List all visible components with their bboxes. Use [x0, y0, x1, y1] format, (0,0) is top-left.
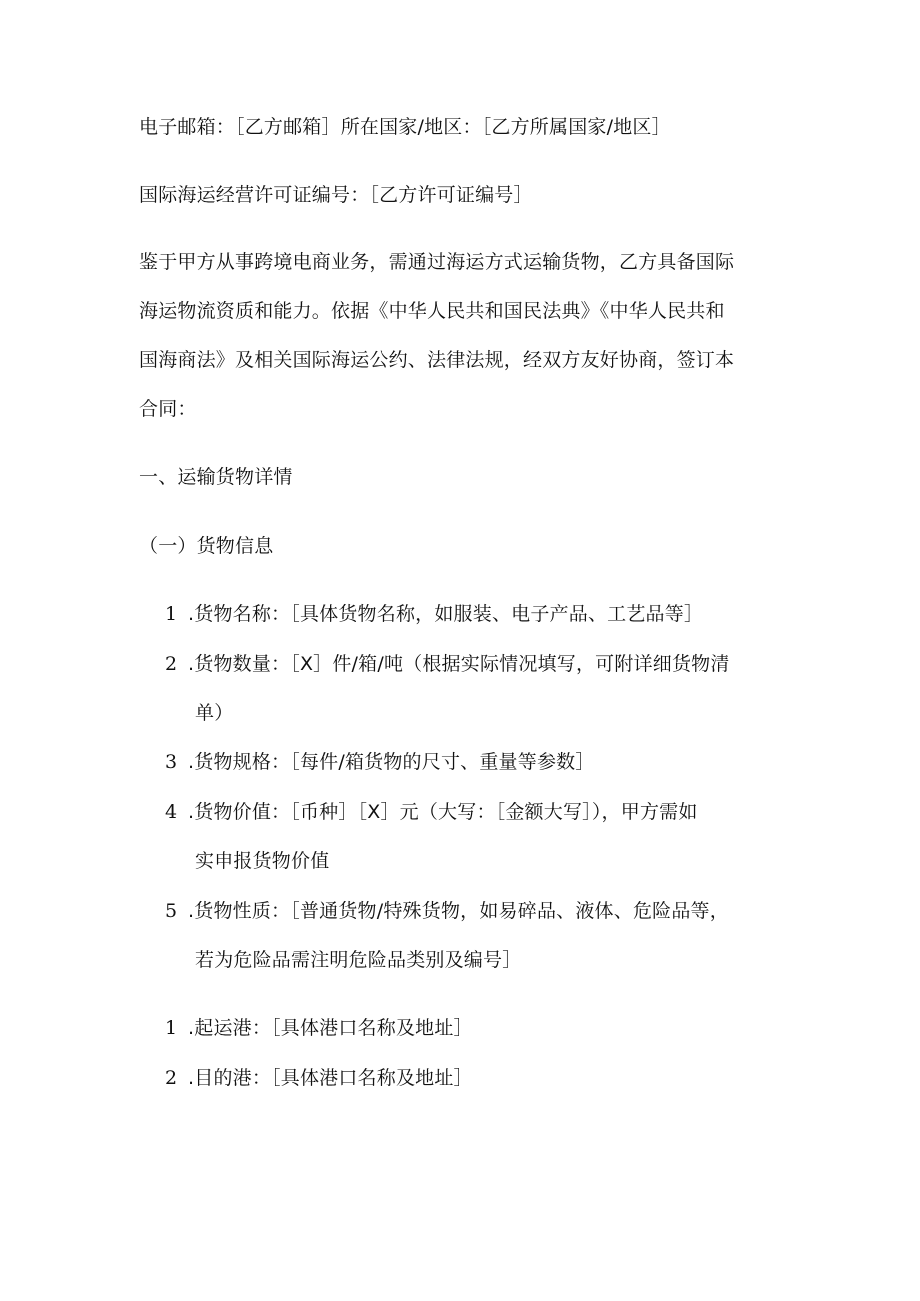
item-text: .货物名称：［具体货物名称，如服装、电子产品、工艺品等］	[188, 603, 704, 625]
license-number-line: 国际海运经营许可证编号：［乙方许可证编号］	[139, 184, 533, 206]
item-number: 4	[165, 801, 178, 823]
item-text-continued: 实申报货物价值	[195, 850, 330, 872]
item-text-continued: 单）	[195, 702, 234, 724]
preamble-line: 鉴于甲方从事跨境电商业务，需通过海运方式运输货物，乙方具备国际	[139, 251, 735, 273]
item-number: 1	[165, 1017, 178, 1039]
item-text: .货物规格：［每件/箱货物的尺寸、重量等参数］	[188, 751, 595, 773]
preamble-line: 国海商法》及相关国际海运公约、法律法规，经双方友好协商，签订本	[139, 349, 735, 371]
item-number: 2	[165, 1067, 178, 1089]
item-text: .货物价值：［币种］［X］元（大写：［金额大写］），甲方需如	[188, 801, 698, 823]
item-number: 2	[165, 653, 178, 675]
preamble-line: 海运物流资质和能力。依据《中华人民共和国民法典》《中华人民共和	[139, 300, 725, 322]
item-text: .货物数量：［X］件/箱/吨（根据实际情况填写，可附详细货物清	[188, 653, 730, 675]
item-number: 5	[165, 900, 178, 922]
item-text: .货物性质：［普通货物/特殊货物，如易碎品、液体、危险品等，	[188, 900, 729, 922]
item-number: 3	[165, 751, 178, 773]
section-heading: 一、运输货物详情	[139, 466, 293, 488]
item-number: 1	[165, 603, 178, 625]
email-country-line: 电子邮箱：［乙方邮箱］所在国家/地区：［乙方所属国家/地区］	[139, 116, 671, 138]
item-text: .目的港：［具体港口名称及地址］	[188, 1067, 473, 1089]
preamble-line: 合同：	[139, 398, 197, 420]
item-text-continued: 若为危险品需注明危险品类别及编号］	[195, 949, 522, 971]
subsection-heading: （一）货物信息	[139, 535, 274, 557]
item-text: .起运港：［具体港口名称及地址］	[188, 1017, 473, 1039]
